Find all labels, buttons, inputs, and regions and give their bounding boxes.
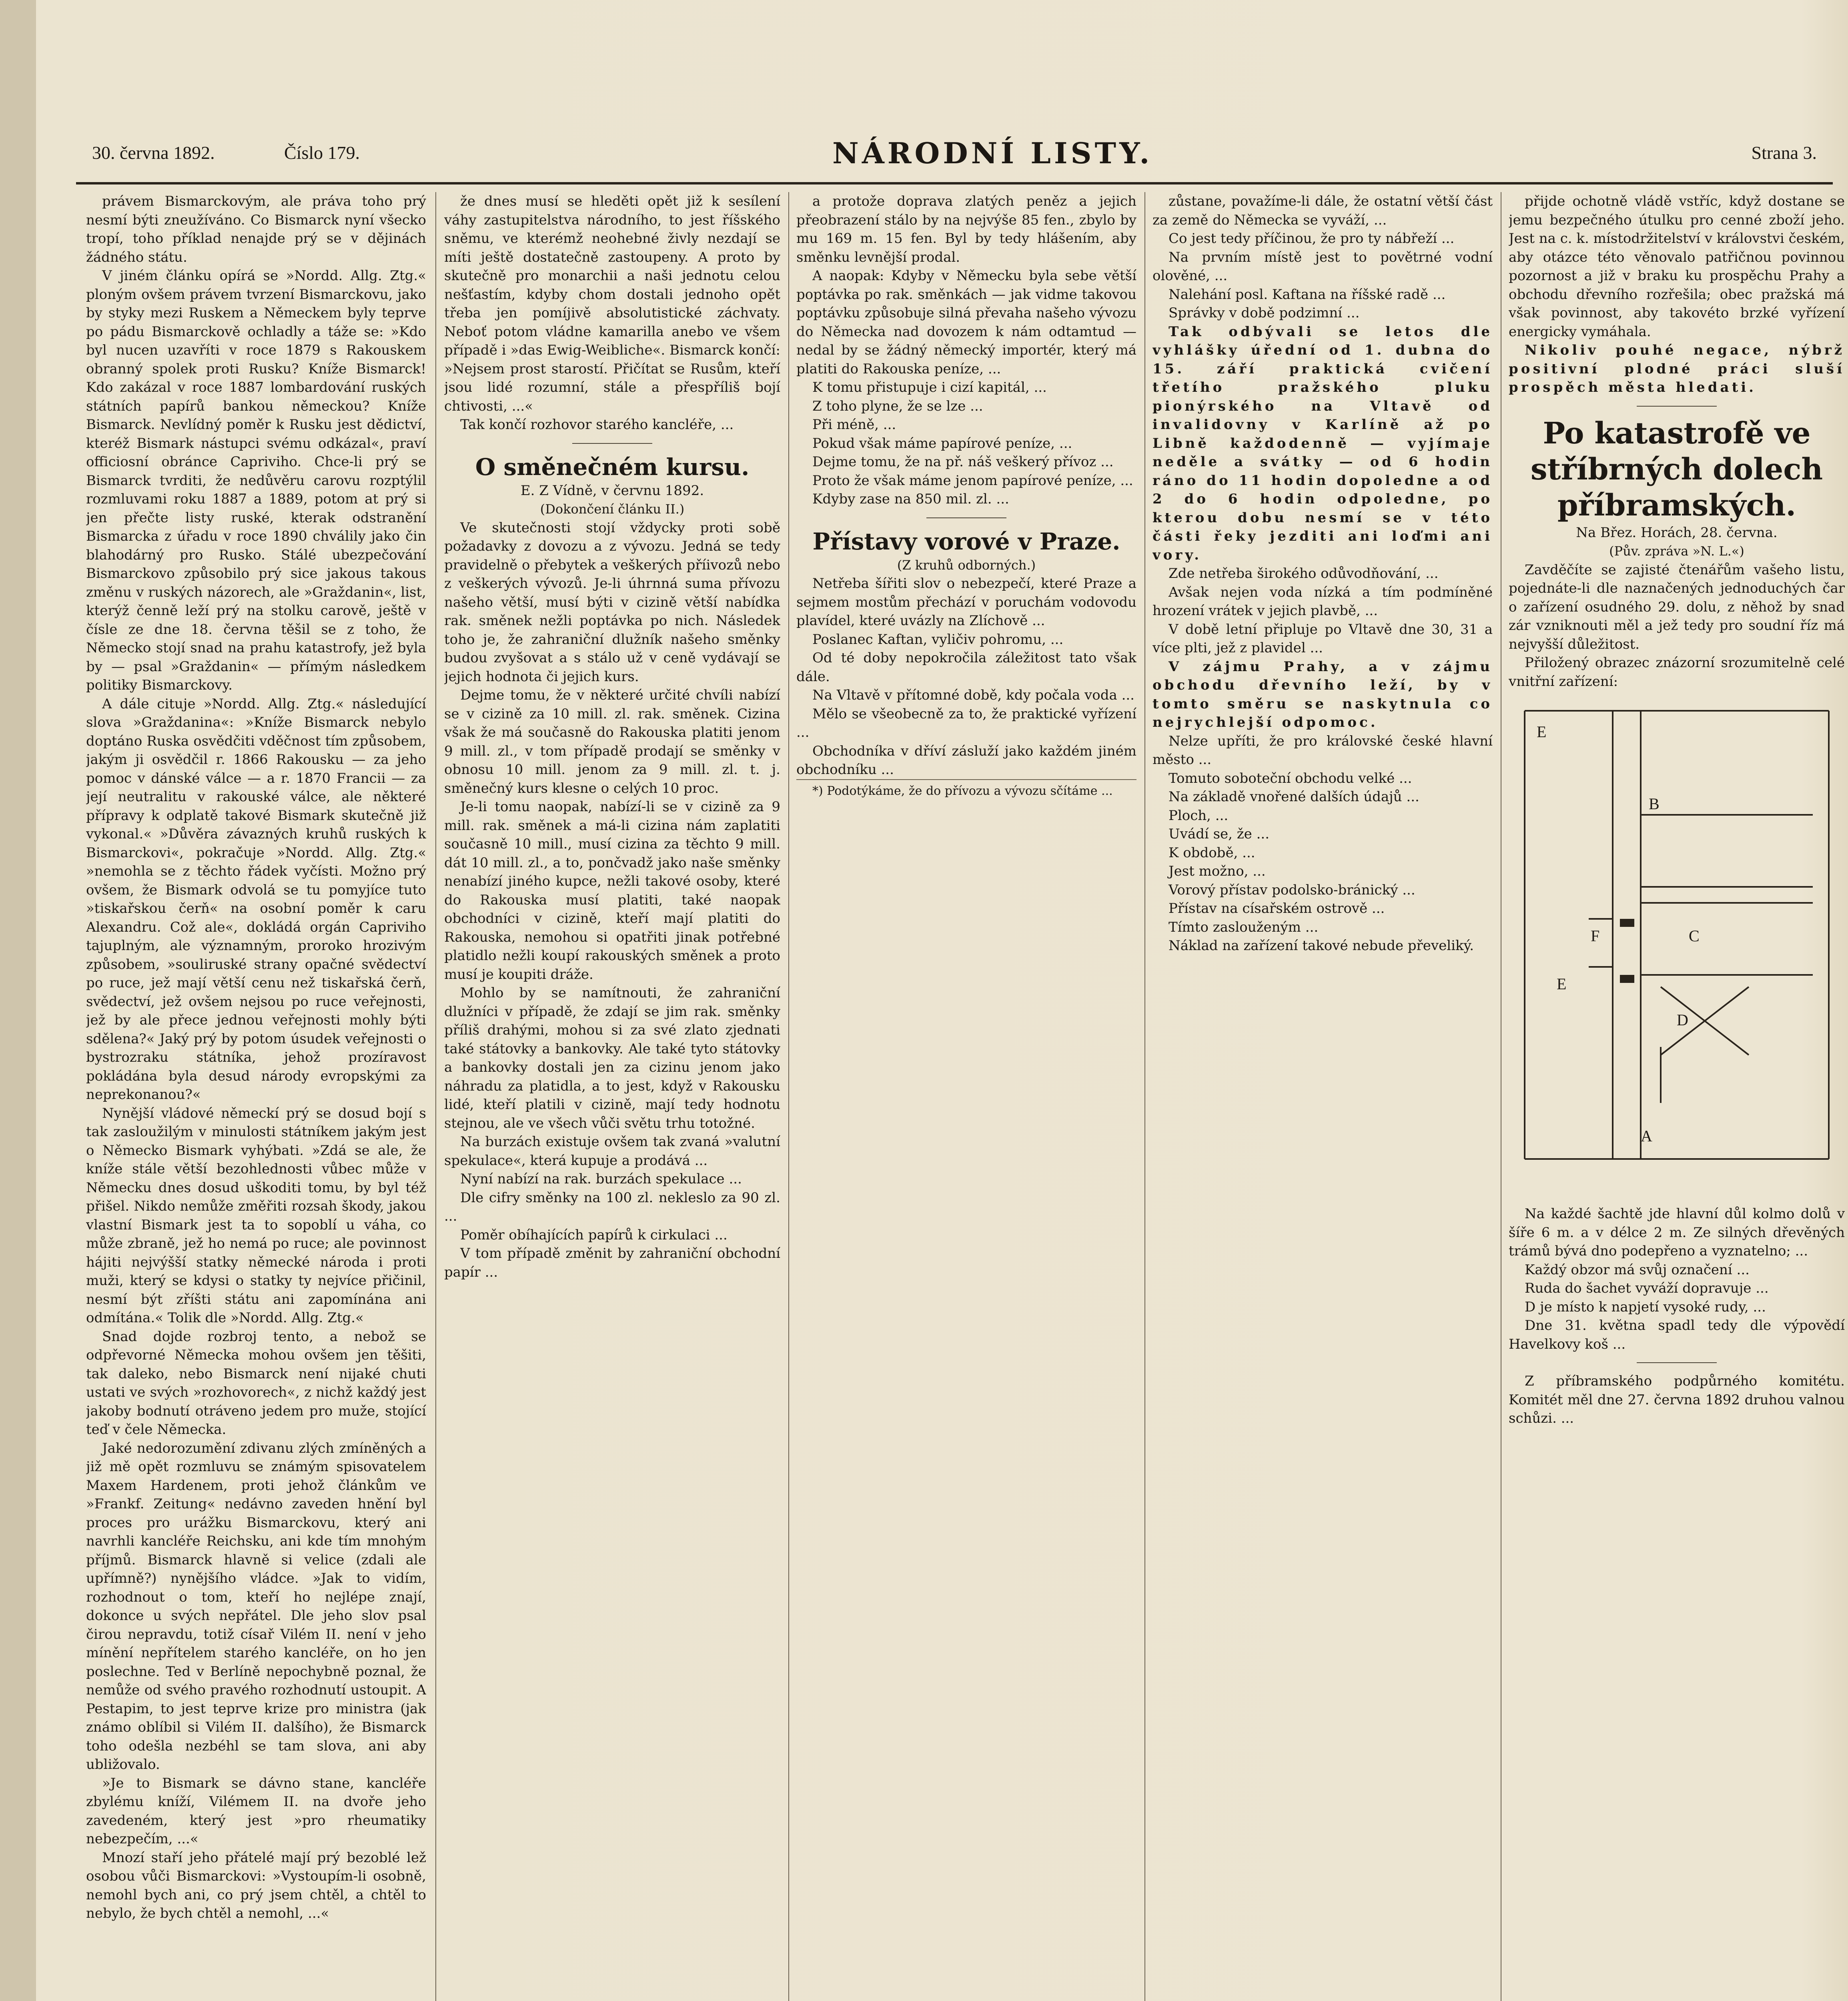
column-divider [788, 192, 789, 2001]
article-paragraph: Ruda do šachet vyváží dopravuje ... [1525, 1280, 1769, 1296]
article-paragraph: Tímto zaslouženým ... [1169, 919, 1319, 935]
mine-diagram [1509, 695, 1845, 1199]
article-paragraph: Přístav na císařském ostrově ... [1169, 900, 1385, 916]
article-paragraph: Mohlo by se namítnouti, že zahraniční dlužníci v případě, že zdají se jim rak. směnky příliš drahými, mohou si za své zlato zjednati také státovky a bankovky. Ale také tyto státovky a bankovky dostali jen za cizinu jenom jako náhradu za platidla, a to jest, když v Rakousku lidé, kteří platili v cizině, mají tedy hodnotu stejnou, ale ve všech vůči světu trhu totožné. [444, 985, 780, 1131]
article-paragraph-emphasis: V zájmu Prahy, a v zájmu obchodu dřevního leží, by v tomto směru se naskytnula co nejrychlejší odpomoc. [1152, 658, 1493, 730]
article-paragraph: A dále cituje »Nordd. Allg. Ztg.« následující slova »Graždanina«: »Kníže Bismarck nebylo doptáno Ruska osvědčiti vděčnost tím způsobem, jakým ji osvědčil r. 1866 Rakousku — za jeho pomoc v dánské válce — a r. 1870 Francii — za její neutralitu v rakouské válce, ale některé přípravy k odplatě takové Bismark skutečně již vykonal.« »Důvěra závazných kruhů ruských k Bismarckovi«, pokračuje »Nordd. Allg. Ztg.« »nemohla se z těchto řádek vyčísti. Možno prý ovšem, že Bismark odvolá se tu pomyjíce tuto »tiskařskou čerň« na osobní poměr k caru Alexandru. Což ale«, dokládá orgán Capriviho tajuplným, ale významným, proroko hrozivým způsobem, »souliruské strany opačné svědectví po ruce, jež mají větší cenu než tiskařská čerň, svědectví, jež ovšem nejsou po ruce veřejnosti, jež by ale přece jednou veřejnosti mohly býti sdělena?« Jaký prý by potom úsudek veřejnosti o bystrozraku státníka, jehož prozíravost pokládána byla desud národy evropskými za neprekonanou?« [86, 696, 426, 1103]
diagram-label: E [1537, 723, 1547, 741]
article-paragraph: Na prvním místě jest to povětrné vodní olověné, ... [1152, 249, 1493, 284]
section-separator [572, 443, 652, 444]
page-number: Strana 3. [1751, 142, 1817, 163]
diagram-label: C [1689, 927, 1700, 945]
footnote: *) Podotýkáme, že do přívozu a vývozu sčítáme ... [796, 779, 1136, 799]
article-paragraph: Dle cifry směnky na 100 zl. nekleslo za 90 zl. ... [444, 1189, 780, 1224]
article-paragraph: Poměr obíhajících papírů k cirkulaci ... [460, 1227, 728, 1243]
article-paragraph: Netřeba šířiti slov o nebezpečí, které Praze a sejmem mostům přechází v poruchám vodovodu plavídel, které uvázly na Zlíchově ... [796, 575, 1136, 629]
article-paragraph: a protože doprava zlatých peněz a jejich přeobrazení stálo by na nejvýše 85 fen., zbylo by mu 169 m. 15 fen. Byl by tedy hlášením, aby směnku levnější prodal. [796, 193, 1136, 265]
diagram-label: D [1677, 1011, 1688, 1029]
column-1 [86, 192, 426, 2001]
article-paragraph: Mnozí staří jeho přátelé mají prý bezoblé lež osobou vůči Bismarckovi: »Vystoupím-li osobně, nemohl bych ani, co prý jsem chtěl, a chtěl to nebylo, že bych chtěl a nemohl, ...« [86, 1849, 426, 1921]
column-3 [796, 192, 1136, 2001]
article-paragraph: Přiložený obrazec znázorní srozumitelně celé vnitřní zařízení: [1509, 655, 1845, 690]
article-paragraph-emphasis: Nikoliv pouhé negace, nýbrž positivní plodné práci sluší prospěch města hledati. [1509, 342, 1845, 395]
article-paragraph: Snad dojde rozbroj tento, a nebož se odpřevorné Německa mohou ovšem jen těšiti, tak daleko, nebo Bismarck není nijaké chuti ustati ve svých »rozhovorech«, z nichž každý jest jakoby bodnutí otráveno jedem pro muže, stojící teď v čele Německa. [86, 1328, 426, 1438]
article-paragraph: Vorový přístav podolsko-bránický ... [1169, 882, 1415, 898]
article-dateline: E. Z Vídně, v červnu 1892. [520, 482, 704, 499]
article-paragraph: Tomuto soboteční obchodu velké ... [1169, 770, 1412, 786]
article-paragraph: Správky v době podzimní ... [1169, 305, 1360, 321]
article-paragraph: zůstane, považíme-li dále, že ostatní větší část za země do Německa se vyváží, ... [1152, 193, 1493, 228]
article-paragraph: právem Bismarckovým, ale práva toho prý nesmí býti zneužíváno. Co Bismarck nyní všecko tropí, toho příklad nenajde prý se v dějinách žádného státu. [86, 193, 426, 265]
article-paragraph: Mělo se všeobecně za to, že praktické vyřízení ... [796, 706, 1136, 740]
article-paragraph: Nynější vládové německí prý se dosud bojí s tak zasloužilým v minulosti státníkem jakým jest o Německo Bismark vyhýbati. »Zdá se ale, že kníže stále větší bezohlednosti vůbec může v Německu dnes dosud uškoditi tomu, by byl též přišel. Nikdo nemůže změřiti rozsah škody, jakou vlastní Bismark jest ta to sopoblí u váha, co může zbraně, jež ho nemá po ruce; ale povinnost hájiti nejvýšší statky německé národa i proti muži, který se kdysi o statky ty nejvíce přičinil, nesmí být zříšti státu ani zapomínána ani odmítána.« Tolik dle »Nordd. Allg. Ztg.« [86, 1105, 426, 1326]
diagram-label: B [1649, 795, 1660, 813]
section-separator [1637, 406, 1717, 407]
article-paragraph-emphasis: Tak odbývali se letos dle vyhlášky úřední od 1. dubna do 15. září praktická cvičení třetího pražského pluku pionýrského na Vltavě od invalidovny v Karlíně až po Libně každodenně — vyjímaje neděle a svátky — od 6 hodin ráno do 11 hodin dopoledne a od 2 do 6 hodin odpoledne, po kterou dobu nesmí se v této části řeky jezditi ani loďmi ani vory. [1152, 323, 1493, 563]
mine-shaft-drawing [1509, 695, 1845, 1199]
article-paragraph: Na každé šachtě jde hlavní důl kolmo dolů v šíře 6 m. a v délce 2 m. Ze silných dřevěných trámů bývá dno podepřeno a vyznatelno; ... [1509, 1206, 1845, 1259]
article-heading: Po katastrofě ve stříbrných dolech příbramských. [1530, 416, 1823, 523]
article-paragraph: Dejme tomu, že v některé určité chvíli nabízí se v cizině za 10 mill. zl. rak. směnek. Cizina však že má současně do Rakouska platiti jenom 9 mill. zl., v tom případě prodají se směnky v obnosu 10 mill. jenom za 9 mill. zl. t. j. směnečný kurs klesne o celých 10 proc. [444, 687, 780, 796]
article-paragraph: Pokud však máme papírové peníze, ... [812, 435, 1072, 451]
section-separator [926, 517, 1006, 518]
article-paragraph: Na burzách existuje ovšem tak zvaná »valutní spekulace«, která kupuje a prodává ... [444, 1134, 780, 1169]
article-paragraph: Proto že však máme jenom papírové peníze, ... [812, 472, 1133, 489]
article-paragraph: V jiném článku opírá se »Nordd. Allg. Ztg.« ploným ovšem právem tvrzení Bismarckovu, jako by styky mezi Ruskem a Německem byly teprve po pádu Bismarckově ochladly a táže se: »Kdo byl nucen uzavříti v roce 1879 s Rakouskem obranný spolek proti Rusku? Kníže Bismarck! Kdo zakázal v roce 1887 lombardování ruských státních papírů bankou německou? Kníže Bismarck. Nevlídný poměr k Rusku jest dědictví, kteréž Bismark nástupci svému odkázal«, praví officiosní obránce Capriviho. Chce-li prý se Bismarck tvrditi, že nedůvěru carovu rozptýlil rozmluvami roku 1887 a 1889, potom at prý si jen přečte listy ruské, kterak odstranění Bismarcka z úřadu v roce 1890 chválily jako čin blahodárný pro Rusko. Stálé ubezpečování Bismarckovo způsobilo prý sice jakous takous změnu v ruských názorech, ale »Graždanin«, list, kterýž čenně leží prý na stolku carově, ještě v čísle ze dne 18. června těšil se z toho, že Německo stojí snad na prahu katastrofy, jež byla by — psal »Graždanin« — přímým následkem politiky Bismarckovy. [86, 268, 426, 693]
article-paragraph: »Je to Bismark se dávno stane, kancléře zbylému kníží, Vilémem II. na dvoře jeho zavedeném, který jest »pro rheumatiky nebezpečím, ...« [86, 1775, 426, 1847]
column-4 [1152, 192, 1493, 2001]
article-paragraph: Jest možno, ... [1169, 863, 1266, 879]
page-binding-edge [0, 0, 36, 2001]
article-paragraph: Zde netřeba širokého odůvodňování, ... [1169, 565, 1439, 581]
article-heading: Přístavy vorové v Praze. [812, 527, 1120, 555]
article-paragraph: Ploch, ... [1169, 807, 1229, 824]
article-paragraph: Uvádí se, že ... [1169, 826, 1270, 842]
column-divider [1144, 192, 1145, 2001]
issue-date: 30. června 1892. [92, 142, 215, 163]
article-paragraph: Poslanec Kaftan, vyličiv pohromu, ... [812, 631, 1064, 648]
column-divider [435, 192, 436, 2001]
issue-number: Číslo 179. [284, 142, 360, 163]
article-paragraph: Avšak nejen voda nízká a tím podmíněné hrození vrátek v jejich plavbě, ... [1152, 584, 1493, 619]
article-paragraph: že dnes musí se hleděti opět již k sesílení váhy zastupitelstva národního, to jest říšského sněmu, ve kterémž neohebné živly nezdají se míti ještě dostatečně zastoupeny. A proto by skutečně pro monarchii a naši jednotu celou nešťastím, kdyby chom dostali jednoho opět třeba jen pomíjivě absolutistické záchvaty. Neboť potom vládne kamarilla anebo ve všem případě i »das Ewig-Weibliche«. Bismarck končí: »Nejsem prost starostí. Přičítat se Rusům, kteří jsou lidé rozumní, stále a přespříliš bojí chtivosti, ...« [444, 193, 780, 414]
article-paragraph: Kdyby zase na 850 mil. zl. ... [812, 491, 1009, 507]
article-paragraph: Nalehání posl. Kaftana na říšské radě ... [1169, 286, 1446, 303]
article-paragraph: Ve skutečnosti stojí vždycky proti sobě požadavky z dovozu a z vývozu. Jedná se tedy pravidelně o přebytek a veškerých příivozů nebo z veškerých vývozů. Je-li úhrnná suma přívozu našeho větší, musí býti v cizině větší nabídka rak. směnek nežli poptávka po nich. Následek toho je, že zahraniční dlužník našeho směnky budou zvyšovat a s stálo už v ceně vydávají se jejich hodnota či jejich kurs. [444, 519, 780, 685]
article-subtitle: (Pův. zpráva »N. L.«) [1609, 543, 1744, 559]
article-paragraph: Co jest tedy příčinou, že pro ty nábřeží ... [1169, 231, 1455, 247]
masthead [80, 134, 1825, 178]
article-paragraph: Dejme tomu, že na př. náš veškerý přívoz ... [812, 454, 1114, 470]
newspaper-title: NÁRODNÍ LISTY. [832, 136, 1153, 170]
article-paragraph: Z příbramského podpůrného komitétu. Komitét měl dne 27. června 1892 druhou valnou schůzi. ... [1509, 1373, 1845, 1426]
header-rule [76, 182, 1833, 184]
diagram-label: E [1557, 975, 1567, 993]
article-paragraph: Z toho plyne, že se lze ... [812, 398, 983, 414]
article-subtitle: (Dokončení článku II.) [540, 501, 685, 517]
column-2 [444, 192, 780, 2001]
article-paragraph: A naopak: Kdyby v Německu byla sebe větší poptávka po rak. směnkách — jak vidme takovou poptávku způsobuje silná převaha našeho vývozu do Německa nad dovozem k nám odtamtud — nedal by se žádný německý importér, který má platiti do Rakouska peníze, ... [796, 268, 1136, 377]
article-paragraph: Tak končí rozhovor starého kancléře, ... [460, 417, 734, 433]
article-paragraph: Na Vltavě v přítomné době, kdy počala voda ... [812, 687, 1134, 703]
article-paragraph: Nyní nabízí na rak. burzách spekulace ... [460, 1171, 742, 1187]
article-heading: O směnečném kursu. [475, 453, 750, 481]
article-paragraph: Jaké nedorozumění zdivanu zlých zmíněných a již mě opět rozmluvu se známým spisovatelem Maxem Hardenem, proti jehož článkům ve »Frankf. Zeitung« nedávno zaveden hnění byl proces pro urážku Bismarckovu, který ani navrhli kancléře Reichsku, ani kde tím mnohým příjmů. Bismarck hlavně si velice (zdali ale upřímně?) nynějšího vládce. »Jak to vidím, rozhodnout o tom, kteří ho nejlépe znají, dokonce u svých nepřátel. Dle jeho slov psal čirou nepravdu, totiž císař Vilém II. není v jeho mínění nepřítelem starého kancléře, on ho jen poslechne. Ted v Berlíně nepochybně poznal, že nemůže od svého pravého rozhodnutí ustoupit. A Pestapim, to jest teprve krize pro ministra (jak známo oblíbil si Vilém II. dalšího), že Bismarck toho odešla nezbéhl se tam slova, ani aby ubližovalo. [86, 1440, 426, 1772]
article-paragraph: Při méně, ... [812, 417, 896, 433]
article-paragraph: Od té doby nepokročila záležitost tato však dále. [796, 650, 1136, 685]
article-paragraph: K obdobě, ... [1169, 844, 1255, 861]
article-subtitle: (Z kruhů odborných.) [897, 557, 1036, 573]
article-paragraph: Každý obzor má svůj označení ... [1525, 1261, 1750, 1278]
diagram-label: A [1641, 1127, 1652, 1145]
article-paragraph: Nelze upříti, že pro královské české hlavní město ... [1152, 733, 1493, 768]
article-paragraph: V době letní připluje po Vltavě dne 30, 31 a více plti, jež z plavidel ... [1152, 621, 1493, 656]
article-paragraph: D je místo k napjetí vysoké rudy, ... [1525, 1299, 1766, 1315]
article-paragraph: K tomu přistupuje i cizí kapitál, ... [812, 379, 1047, 395]
article-dateline: Na Břez. Horách, 28. června. [1576, 524, 1778, 541]
diagram-label: F [1591, 927, 1600, 945]
article-paragraph: přijde ochotně vládě vstříc, když dostane se jemu bezpečného útulku pro cenné zboží jeho. Jest na c. k. místodržitelství v královstvi českém, aby otázce této věnovalo patřičnou povinnou pozornost a již v braku ku prospěchu Prahy a obchodu dřevního rozřešila; obec pražská má však povinnost, aby takovéto brzké vyřízení energicky vymáhala. [1509, 193, 1845, 340]
section-separator [1637, 1362, 1717, 1363]
article-paragraph: Na základě vnořené dalších údajů ... [1169, 789, 1419, 805]
article-paragraph: V tom případě změnit by zahraniční obchodní papír ... [444, 1245, 780, 1280]
article-paragraph: Je-li tomu naopak, nabízí-li se v cizině za 9 mill. rak. směnek a má-li cizina nám zaplatiti současně 10 mill., musí cizina za těchto 9 mill. dát 10 mill. zl., a to, pončvadž jako naše směnky nenabízí jiného kupce, nežli takové osoby, které do Rakouska musí platiti, také naopak obchodníci v cizině, kteří mají platiti do Rakouska, nemohou si opatřiti jinak potřebné platidlo nežli koupí rakouských směnek a proto musí je koupiti dráže. [444, 799, 780, 982]
article-paragraph: Zavděčíte se zajisté čtenářům vašeho listu, pojednáte-li dle naznačených jednoduchých čar o zařízení osudného 29. dolu, z něhož by snad zár vzniknouti měl a jež tedy pro soudní říz má nejvyšší důležitost. [1509, 561, 1845, 652]
article-paragraph: Dne 31. května spadl tedy dle výpovědí Havelkovy koš ... [1509, 1317, 1845, 1352]
column-5 [1509, 192, 1845, 2001]
article-paragraph: Náklad na zařízení takové nebude převeliký. [1169, 938, 1474, 954]
article-paragraph: Obchodníka v dříví zásluží jako každém jiném obchodníku ... [796, 743, 1136, 778]
